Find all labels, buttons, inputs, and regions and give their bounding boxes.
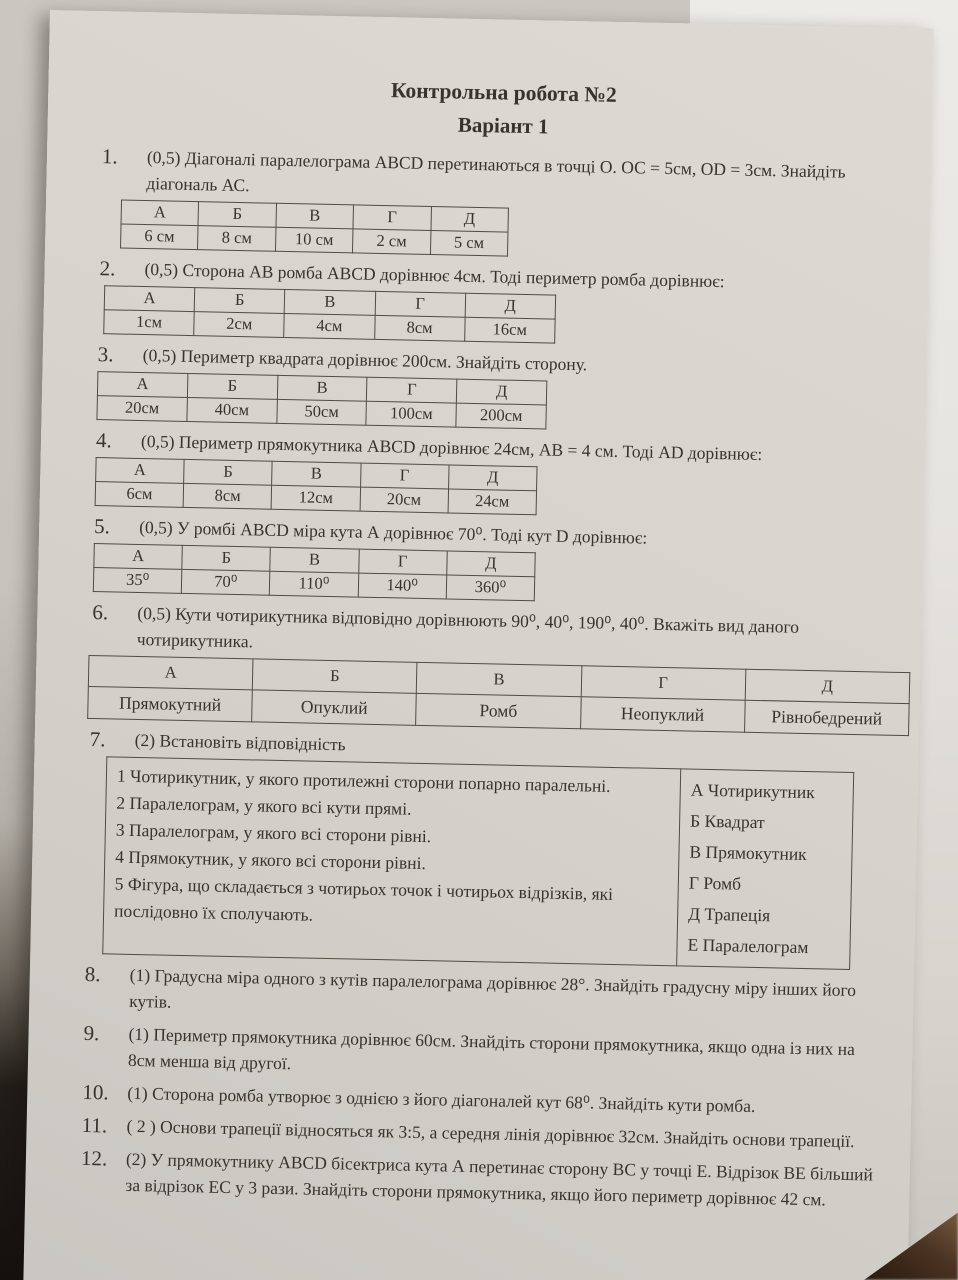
question-body (118, 600, 911, 736)
match-option: Г Ромб (688, 872, 742, 894)
question-body (129, 962, 886, 1030)
option-letter-cell: Д (448, 465, 537, 491)
question-number: 4. (95, 428, 113, 453)
options-table (103, 285, 556, 343)
option-letter-cell: Г (375, 291, 466, 317)
option-value-cell: 40см (187, 397, 277, 423)
option-letter-cell: Д (431, 207, 509, 233)
option-letter-cell: А (97, 372, 187, 398)
option-value-cell: 100см (366, 401, 456, 427)
variant-label: Варіант 1 (457, 112, 549, 139)
options-table (87, 655, 910, 736)
question-2 (98, 255, 900, 351)
question-number: 8. (84, 961, 101, 987)
option-letter-cell: Д (447, 551, 536, 577)
question-number: 12. (80, 1145, 108, 1171)
option-value-cell: Рівнобедрений (744, 700, 909, 735)
option-letter-cell: В (276, 203, 354, 229)
option-value-cell: 140⁰ (358, 573, 447, 599)
option-value-cell: 4см (284, 313, 375, 339)
option-value-cell: Неопуклий (580, 697, 745, 732)
option-value-cell: 8см (183, 483, 272, 509)
question-body (135, 256, 900, 351)
option-letter-cell: Г (353, 205, 431, 231)
option-value-cell: 12см (271, 485, 360, 511)
question-body (113, 727, 891, 971)
question-text: (0,5) У ромбі ABCD міра кута А дорівнює 70⁰. Тоді кут D дорівнює: (138, 516, 648, 548)
question-number: 11. (81, 1112, 108, 1138)
option-letter-cell: А (121, 200, 199, 226)
options-table (96, 371, 547, 429)
test-paper-sheet (21, 10, 934, 1280)
option-value-cell: 50см (276, 399, 366, 425)
match-option: В Прямокутник (689, 841, 807, 865)
question-body (125, 514, 895, 609)
match-table (102, 756, 854, 970)
match-option: Е Паралелограм (687, 934, 809, 958)
option-letter-cell: Б (194, 288, 285, 314)
option-letter-cell: Б (252, 659, 417, 693)
option-value-cell: 24см (448, 489, 537, 515)
option-value-cell: 1см (104, 310, 195, 336)
option-value-cell: 2 см (353, 229, 431, 255)
option-letter-cell: Г (360, 463, 449, 489)
question-text: (0,5) Кути чотирикутника відповідно дорівнюють 90⁰, 40⁰, 190⁰, 40⁰. Вкажіть вид даного чотирикутника. (136, 602, 800, 652)
option-letter-cell: Д (457, 379, 547, 405)
option-letter-cell: В (277, 375, 367, 401)
question-text: (1) Сторона ромба утворює з однією з його діагоналей кут 68⁰. Знайдіть кути ромба. (127, 1082, 756, 1117)
question-12 (80, 1145, 882, 1214)
option-value-cell: 200см (456, 403, 546, 429)
question-number: 9. (83, 1020, 100, 1046)
option-value-cell: 8 см (198, 226, 276, 252)
option-value-cell: 2см (194, 312, 285, 338)
option-letter-cell: В (270, 547, 359, 573)
option-value-cell: 5 см (430, 231, 508, 257)
option-letter-cell: Б (184, 459, 273, 485)
option-letter-cell: Б (198, 202, 276, 228)
match-item: 5 Фігура, що складається з чотирьох точок і чотирьох відрізків, які послідовно їх сполучають. (113, 873, 614, 925)
question-text: (0,5) Периметр прямокутника ABCD дорівнює 24см, АВ = 4 см. Тоді AD дорівнює: (140, 431, 763, 465)
option-value-cell: 20см (360, 487, 449, 513)
match-item: 3 Паралелограм, у якого всі сторони рівні. (115, 819, 432, 847)
option-value-cell: 70⁰ (181, 569, 270, 595)
question-text: (1) Градусна міра одного з кутів паралелограма дорівнює 28°. Знайдіть градусну міру інших його кутів. (129, 964, 857, 1012)
match-left-column (103, 757, 681, 966)
match-item: 4 Прямокутник, у якого всі сторони рівні. (115, 846, 427, 874)
option-letter-cell: В (285, 289, 376, 315)
option-value-cell: 8см (374, 315, 465, 341)
question-3 (96, 341, 898, 437)
option-value-cell: Опуклий (252, 690, 417, 725)
option-letter-cell: А (96, 458, 185, 484)
match-right-column (677, 769, 854, 970)
question-body (124, 342, 898, 437)
page-title: Контрольна робота №2 (390, 78, 617, 107)
option-value-cell: Ромб (416, 693, 581, 728)
match-option: А Чотирикутник (690, 779, 815, 803)
question-number: 10. (82, 1079, 109, 1105)
option-value-cell: Прямокутний (88, 686, 253, 721)
option-letter-cell: Д (465, 293, 556, 319)
match-item: 2 Паралелограм, у якого всі кути прямі. (116, 792, 412, 819)
question-number: 2. (99, 256, 116, 281)
option-value-cell: 10 см (275, 227, 353, 253)
question-body (145, 144, 903, 265)
question-9 (83, 1020, 885, 1089)
option-letter-cell: Г (581, 666, 746, 700)
question-6 (90, 599, 893, 736)
option-letter-cell: Б (182, 545, 271, 571)
option-letter-cell: А (104, 286, 195, 312)
question-text: (1) Периметр прямокутника дорівнює 60см. Знайдіть сторони прямокутника, якщо одна із них на 8см менша від другої. (127, 1023, 856, 1074)
option-value-cell: 360⁰ (446, 575, 535, 601)
option-letter-cell: Д (745, 669, 910, 703)
paper-content (25, 10, 934, 1214)
question-4 (95, 427, 897, 523)
question-body (125, 1146, 882, 1214)
question-number: 7. (89, 726, 106, 752)
question-body (128, 1021, 885, 1089)
question-body (126, 428, 897, 523)
options-table (93, 543, 536, 601)
option-value-cell: 110⁰ (270, 571, 359, 597)
question-text: (0,5) Периметр квадрата дорівнює 200см. Знайдіть сторону. (142, 345, 588, 375)
question-text: ( 2 ) Основи трапеції відносяться як 3:5, а середня лінія дорівнює 32см. Знайдіть основи трапеції. (126, 1115, 855, 1152)
match-row (103, 757, 854, 970)
options-table (95, 457, 538, 515)
match-option: Б Квадрат (689, 810, 765, 833)
match-option: Д Трапеція (688, 903, 771, 926)
question-number: 1. (101, 144, 118, 169)
option-value-cell: 6 см (121, 224, 199, 250)
option-letter-cell: Г (367, 377, 457, 403)
option-letter-cell: В (272, 461, 361, 487)
option-letter-cell: Б (187, 373, 277, 399)
question-text: (0,5) Сторона АВ ромба ABCD дорівнює 4см. Тоді периметр ромба дорівнює: (144, 259, 725, 292)
match-item: 1 Чотирикутник, у якого протилежні сторони попарно паралельні. (116, 765, 611, 796)
options-table (120, 200, 509, 257)
question-7 (85, 726, 891, 971)
question-1 (100, 143, 903, 265)
question-number: 6. (92, 600, 109, 625)
option-letter-cell: В (417, 662, 582, 696)
option-value-cell: 20см (97, 396, 187, 422)
question-text: (2) Встановіть відповідність (134, 729, 346, 755)
question-number: 5. (93, 514, 111, 539)
question-text: (0,5) Діагоналі паралелограма ABCD перетинаються в точці О. ОС = 5см, OD = 3см. Знайдіть діагональ АС. (146, 147, 846, 196)
question-8 (84, 961, 886, 1030)
option-letter-cell: А (94, 544, 183, 570)
option-value-cell: 16см (464, 317, 555, 343)
option-value-cell: 6см (95, 482, 184, 508)
option-letter-cell: А (88, 655, 253, 689)
question-5 (93, 513, 895, 609)
option-letter-cell: Г (358, 549, 447, 575)
question-number: 3. (97, 342, 114, 367)
question-text: (2) У прямокутнику ABCD бісектриса кута А перетинає сторону ВС у точці Е. Відрізок ВЕ більший за відрізок ЕС у 3 рази. Знайдіть сторони прямокутника, якщо його периметр дорівнює 42 см. (125, 1148, 874, 1210)
option-value-cell: 35⁰ (93, 568, 182, 594)
